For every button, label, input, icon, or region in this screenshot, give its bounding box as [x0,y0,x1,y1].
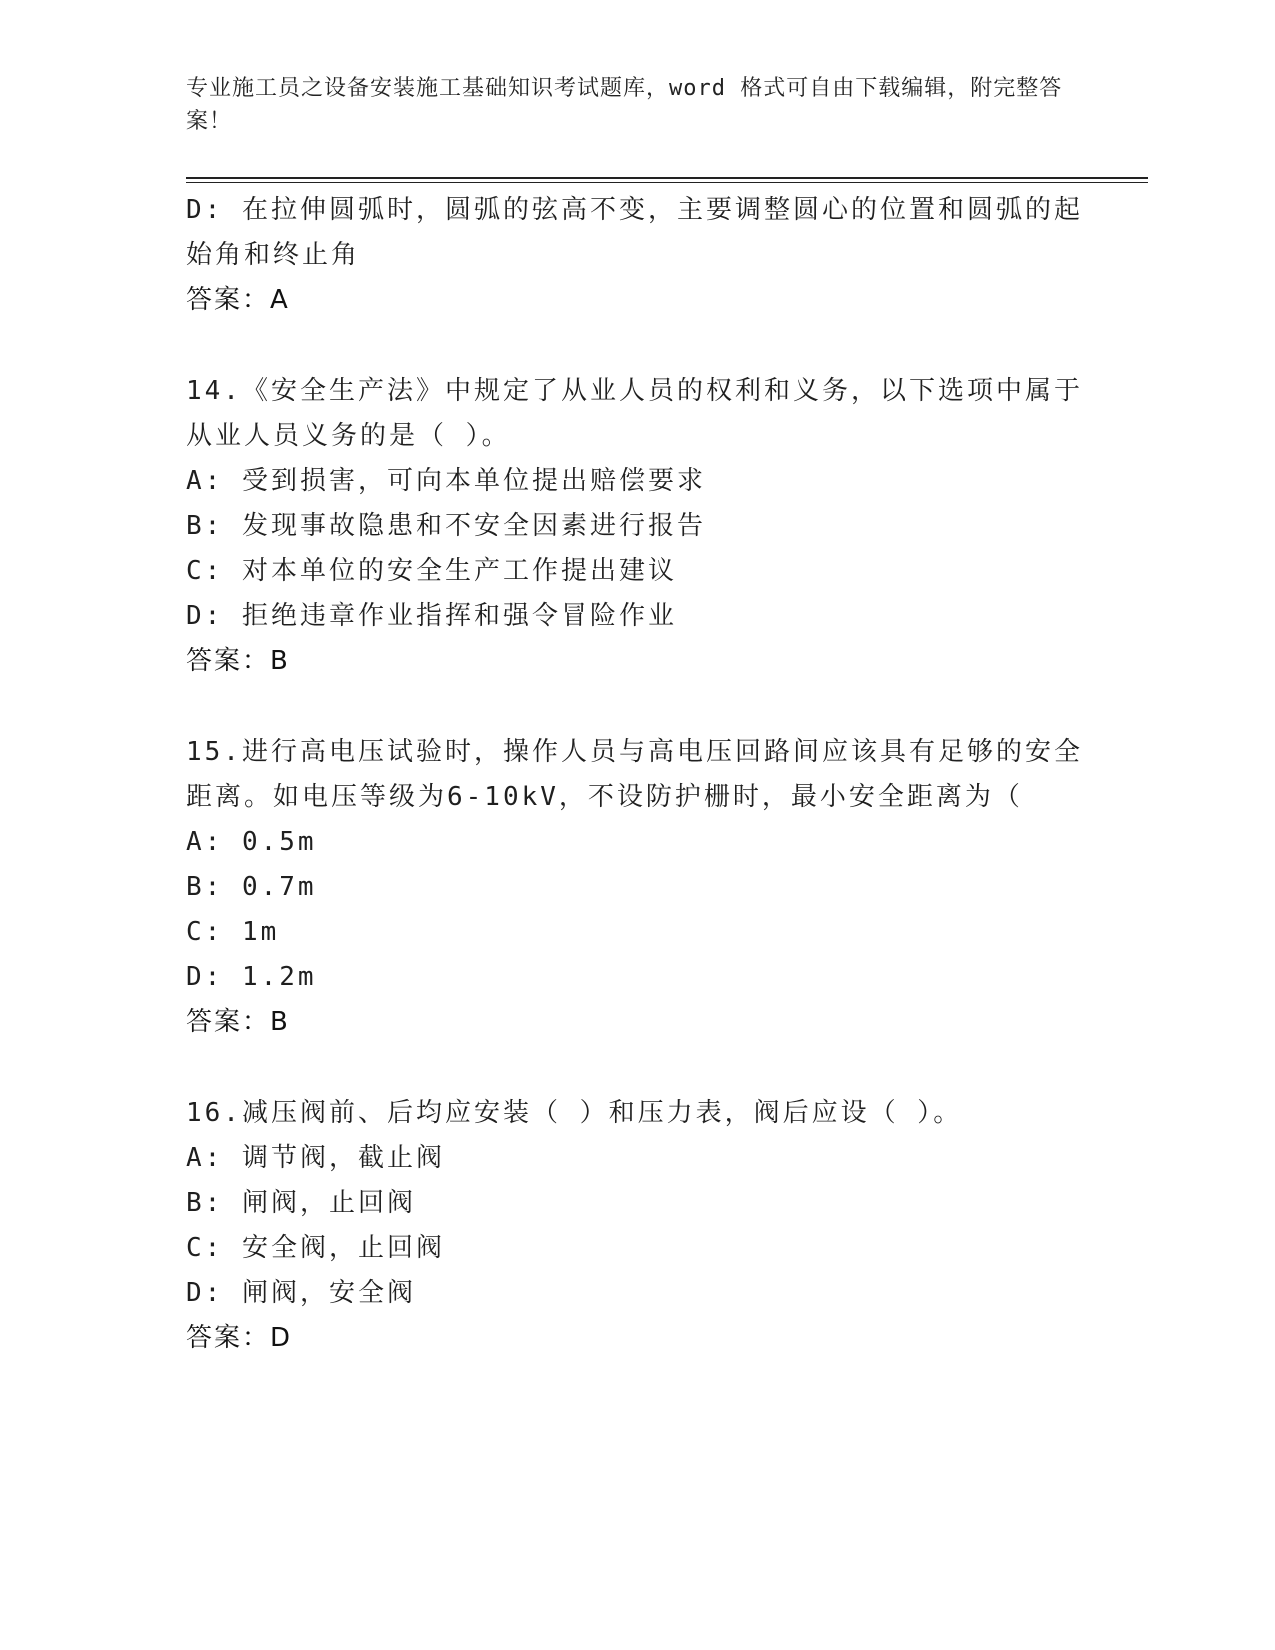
spacer [186,1045,1086,1091]
option-b: B: 0.7m [186,872,317,902]
option-d: D: 在拉伸圆弧时，圆弧的弦高不变，主要调整圆心的位置和圆弧的起 [186,195,1083,225]
answer-line: 答案：B [186,1007,290,1037]
answer-line: 答案：B [186,646,290,676]
option-a: A: 受到损害，可向本单位提出赔偿要求 [186,466,706,496]
spacer [186,323,1086,369]
option-a: A: 调节阀，截止阀 [186,1143,445,1173]
option-b: B: 闸阀，止回阀 [186,1188,416,1218]
question-list [186,188,1086,1361]
question-13-tail [186,188,1086,323]
option-d: D: 闸阀，安全阀 [186,1278,416,1308]
header-divider-thick [186,177,1148,179]
option-c: C: 1m [186,917,280,947]
question-stem-continued: 距离。如电压等级为6-10kV，不设防护栅时，最小安全距离为（ [186,782,1023,812]
question-stem: 15.进行高电压试验时，操作人员与高电压回路间应该具有足够的安全 [186,737,1083,767]
option-b: B: 发现事故隐患和不安全因素进行报告 [186,511,706,541]
question-stem: 14.《安全生产法》中规定了从业人员的权利和义务，以下选项中属于 [186,376,1083,406]
question-15 [186,730,1086,1045]
option-d-continued: 始角和终止角 [186,240,361,270]
question-stem-continued: 从业人员义务的是（ ）。 [186,421,511,451]
question-16 [186,1091,1086,1361]
option-c: C: 安全阀，止回阀 [186,1233,445,1263]
spacer [186,684,1086,730]
header-divider-thin [186,182,1148,183]
option-c: C: 对本单位的安全生产工作提出建议 [186,556,677,586]
option-d: D: 拒绝违章作业指挥和强令冒险作业 [186,601,677,631]
option-d: D: 1.2m [186,962,317,992]
question-14 [186,369,1086,684]
answer-line: 答案：A [186,285,290,315]
option-a: A: 0.5m [186,827,317,857]
question-stem: 16.减压阀前、后均应安装（ ）和压力表，阀后应设（ ）。 [186,1098,963,1128]
answer-line: 答案：D [186,1323,293,1353]
document-header: 专业施工员之设备安装施工基础知识考试题库，word 格式可自由下载编辑，附完整答案！ [186,76,1063,134]
